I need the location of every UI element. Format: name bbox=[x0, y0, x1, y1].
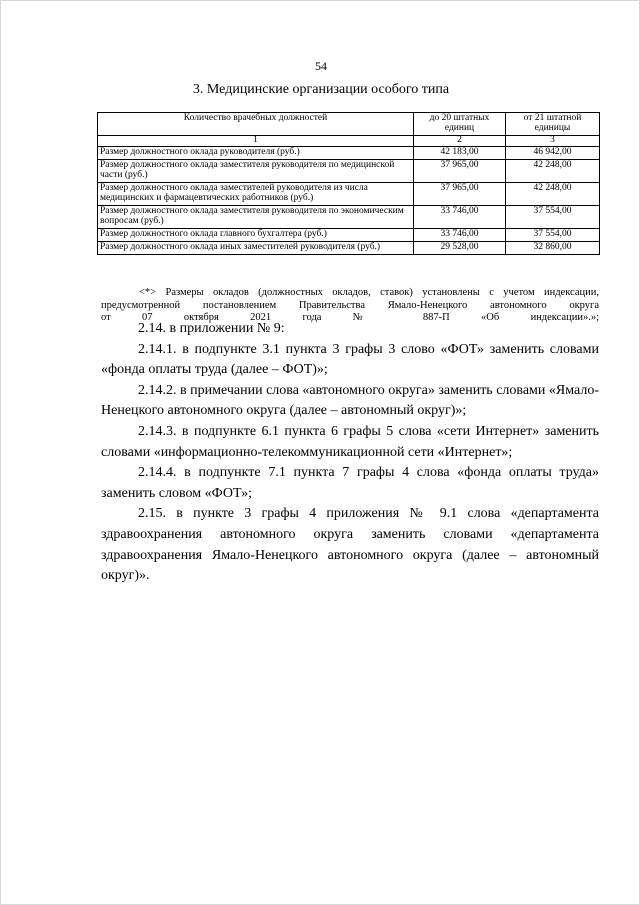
footnote-line: <*> Размеры окладов (должностных окладов, ставок) установлены с учетом индексации, предусмотренной постановлением Правительства Ямало-Ненецкого автономного округа bbox=[101, 287, 599, 311]
paragraph: 2.14.4. в подпункте 7.1 пункта 7 графы 4 слова «фонда оплаты труда» заменить словом «ФОТ»; bbox=[101, 465, 599, 501]
table-row bbox=[98, 146, 600, 159]
table-row bbox=[98, 205, 600, 228]
table-row bbox=[98, 159, 600, 182]
paragraph: 2.14.2. в примечании слова «автономного округа» заменить словами «Ямало-Ненецкого автономного округа (далее – автономный округ)»; bbox=[101, 382, 599, 419]
table-row bbox=[98, 241, 600, 254]
value-col-a: 37 965,00 bbox=[414, 182, 506, 205]
header-col-b: от 21 штатной единицы bbox=[506, 113, 600, 136]
amendments-text bbox=[101, 319, 599, 587]
paragraph: 2.14. в приложении № 9: bbox=[138, 321, 285, 336]
value-col-b: 46 942,00 bbox=[506, 146, 600, 159]
column-number-row bbox=[98, 135, 600, 146]
row-label: Размер должностного оклада заместителя руководителя по экономическим вопросам (руб.) bbox=[98, 205, 414, 228]
row-label: Размер должностного оклада заместителей руководителя из числа медицинских и фармацевтических работников (руб.) bbox=[98, 182, 414, 205]
value-col-b: 37 554,00 bbox=[506, 228, 600, 241]
row-label: Размер должностного оклада заместителя руководителя по медицинской части (руб.) bbox=[98, 159, 414, 182]
row-label: Размер должностного оклада руководителя (руб.) bbox=[98, 146, 414, 159]
paragraph: 2.15. в пункте 3 графы 4 приложения № 9.1 слова «департамента здравоохранения автономного округа заменить словами «департамента здравоохранения Ямало-Ненецкого автономного округа (далее – автономный округ)». bbox=[101, 506, 599, 584]
column-number: 1 bbox=[98, 135, 414, 146]
value-col-a: 29 528,00 bbox=[414, 241, 506, 254]
row-label: Размер должностного оклада иных заместителей руководителя (руб.) bbox=[98, 241, 414, 254]
column-number: 3 bbox=[506, 135, 600, 146]
value-col-a: 33 746,00 bbox=[414, 228, 506, 241]
page-number: 54 bbox=[315, 59, 327, 73]
table-header-row bbox=[98, 113, 600, 136]
value-col-b: 32 860,00 bbox=[506, 241, 600, 254]
paragraph: 2.14.1. в подпункте 3.1 пункта 3 графы 3 слово «ФОТ» заменить словами «фонда оплаты труда (далее – ФОТ)»; bbox=[101, 341, 599, 378]
value-col-a: 37 965,00 bbox=[414, 159, 506, 182]
section-title: 3. Медицинские организации особого типа bbox=[192, 82, 450, 97]
table-row bbox=[98, 182, 600, 205]
table-row bbox=[98, 228, 600, 241]
paragraph: 2.14.3. в подпункте 6.1 пункта 6 графы 5 слова «сети Интернет» заменить словами «информационно-телекоммуникационной сети «Интернет»; bbox=[101, 423, 599, 460]
value-col-a: 33 746,00 bbox=[414, 205, 506, 228]
value-col-b: 42 248,00 bbox=[506, 159, 600, 182]
salary-table bbox=[97, 112, 600, 255]
column-number: 2 bbox=[414, 135, 506, 146]
header-col-a: до 20 штатных единиц bbox=[414, 113, 506, 136]
value-col-a: 42 183,00 bbox=[414, 146, 506, 159]
value-col-b: 42 248,00 bbox=[506, 182, 600, 205]
row-label: Размер должностного оклада главного бухгалтера (руб.) bbox=[98, 228, 414, 241]
header-position-cell: Количество врачебных должностей bbox=[98, 113, 414, 136]
value-col-b: 37 554,00 bbox=[506, 205, 600, 228]
footnote-line: от 07 октября 2021 года № 887-П «Об индексации».»; bbox=[101, 312, 599, 324]
